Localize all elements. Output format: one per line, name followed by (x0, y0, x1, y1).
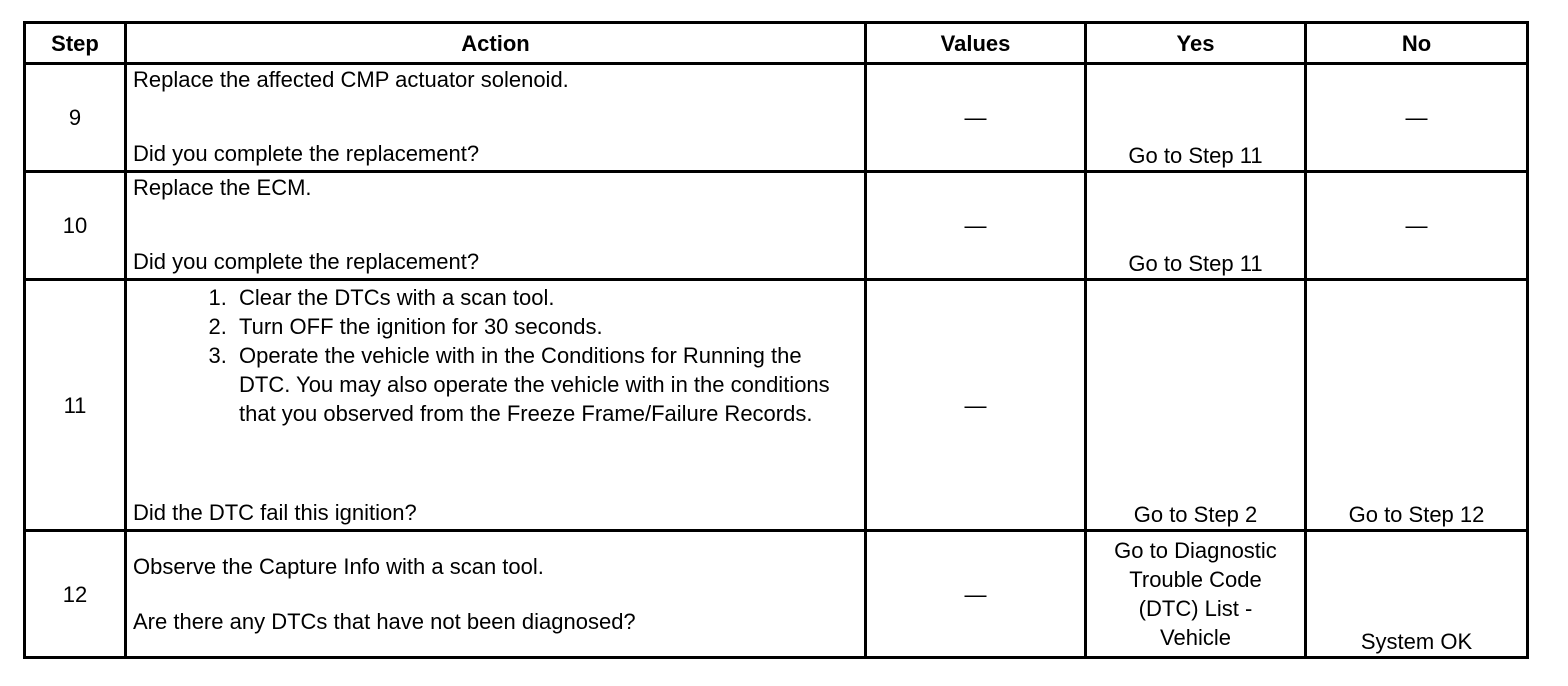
table-row (25, 531, 1528, 658)
no-cell: Go to Step 12 (1306, 280, 1528, 531)
yes-cell: Go to Step 2 (1086, 280, 1306, 531)
step-number: 10 (25, 172, 126, 280)
procedure-list (133, 283, 858, 428)
step-number: 11 (25, 280, 126, 531)
action-question: Are there any DTCs that have not been diagnosed? (133, 609, 636, 634)
action-cell (126, 531, 866, 658)
header-no: No (1306, 23, 1528, 64)
step-number: 12 (25, 531, 126, 658)
action-instruction: Replace the affected CMP actuator solenoid. (133, 67, 569, 92)
step-number: 9 (25, 64, 126, 172)
action-cell (126, 172, 866, 280)
action-instruction: Replace the ECM. (133, 175, 312, 200)
yes-cell: Go to Step 11 (1086, 64, 1306, 172)
action-cell (126, 280, 866, 531)
header-row (25, 23, 1528, 64)
header-action: Action (126, 23, 866, 64)
values-cell: — (866, 172, 1086, 280)
action-question: Did you complete the replacement? (133, 249, 480, 274)
action-question: Did you complete the replacement? (133, 141, 480, 166)
list-item: 1. Clear the DTCs with a scan tool. (233, 283, 858, 312)
header-values: Values (866, 23, 1086, 64)
list-item: 3. Operate the vehicle with in the Conditions for Running the DTC. You may also operate the vehicle with in the conditions that you observed from the Freeze Frame/Failure Records. (233, 341, 858, 428)
action-question: Did the DTC fail this ignition? (133, 500, 417, 525)
table-row (25, 64, 1528, 172)
yes-link-text: Go to Diagnostic Trouble Code (DTC) List - Vehicle (1114, 538, 1277, 650)
list-item: 2. Turn OFF the ignition for 30 seconds. (233, 312, 858, 341)
table-row (25, 280, 1528, 531)
header-step: Step (25, 23, 126, 64)
values-cell: — (866, 531, 1086, 658)
header-yes: Yes (1086, 23, 1306, 64)
yes-cell: Go to Step 11 (1086, 172, 1306, 280)
no-cell: System OK (1306, 531, 1528, 658)
values-cell: — (866, 64, 1086, 172)
no-cell: — (1306, 64, 1528, 172)
diagnostic-table (23, 21, 1529, 659)
values-cell: — (866, 280, 1086, 531)
action-instruction: Observe the Capture Info with a scan tool. (133, 554, 544, 579)
yes-cell (1086, 531, 1306, 658)
no-cell: — (1306, 172, 1528, 280)
action-cell (126, 64, 866, 172)
table-row (25, 172, 1528, 280)
